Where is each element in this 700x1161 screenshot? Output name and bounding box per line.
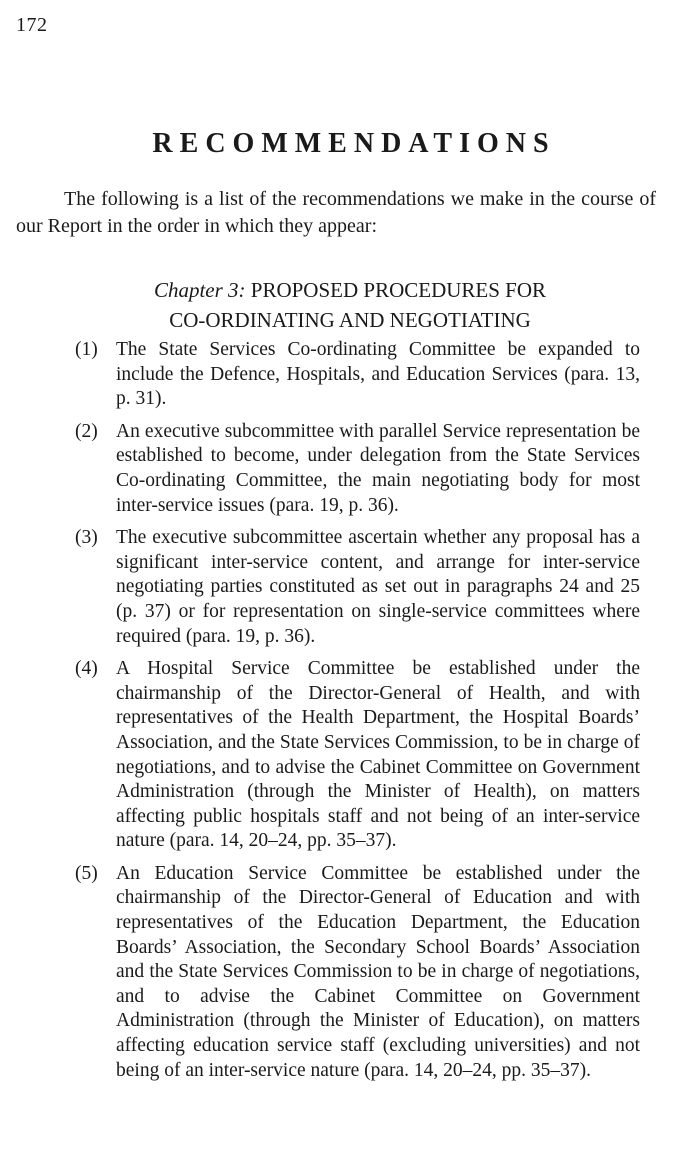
recommendation-text: An executive subcommittee with parallel Service representation be established to become, under delegation from the State Services Co-ordinating Committee, the main negotiating body for most inter-service issues (para. 19, p. 36). (116, 420, 640, 516)
recommendation-item-4 (0, 657, 700, 854)
recommendation-item-2 (0, 420, 700, 518)
recommendation-number: (2) (75, 420, 98, 442)
recommendation-item-5 (0, 862, 700, 1083)
recommendation-number: (3) (75, 527, 98, 549)
recommendation-item-3 (0, 526, 700, 649)
recommendation-number: (5) (75, 862, 98, 884)
recommendation-text: An Education Service Committee be established under the chairmanship of the Director-General of Education and with representatives of the Education Department, the Education Boards’ Association, the Secondary School Boards’ Association and the State Services Commission to be in charge of negotiations, and to advise the Cabinet Committee on Government Administration (through the Minister of Education), on matters affecting education service staff (excluding universities) and not being of an inter-service nature (para. 14, 20–24, pp. 35–37). (116, 862, 640, 1081)
intro-paragraph: The following is a list of the recommendations we make in the course of our Report in the order in which they appear: (16, 188, 656, 237)
chapter-label: Chapter 3: (153, 278, 246, 302)
recommendation-item-1 (0, 338, 700, 412)
recommendation-text: A Hospital Service Committee be established under the chairmanship of the Director-General of Health, and with representatives of the Health Department, the Hospital Boards’ Association, and the State Services Commission, to be in charge of negotiations, and to advise the Cabinet Committee on Government Administration (through the Minister of Health), on matters affecting public hospitals staff and not being of an inter-service nature (para. 14, 20–24, pp. 35–37). (116, 658, 640, 852)
recommendation-text: The State Services Co-ordinating Committee be expanded to include the Defence, Hospitals, and Education Services (para. 13, p. 31). (116, 339, 640, 410)
chapter-title-line-1: PROPOSED PROCEDURES FOR (250, 278, 547, 302)
chapter-title-line-2: CO-ORDINATING AND NEGOTIATING (169, 308, 531, 332)
recommendation-list (0, 338, 700, 1091)
page-title: RECOMMENDATIONS (152, 128, 556, 159)
chapter-heading (100, 275, 600, 335)
recommendation-number: (1) (75, 339, 98, 360)
recommendation-text: The executive subcommittee ascertain whether any proposal has a significant inter-service content, and arrange for inter-service negotiating parties constituted as set out in paragraphs 24 and 25 (p. 37) or for representation on single-service committees where required (para. 19, p. 36). (116, 527, 640, 647)
recommendation-number: (4) (75, 658, 98, 680)
page-number: 172 (16, 14, 48, 36)
